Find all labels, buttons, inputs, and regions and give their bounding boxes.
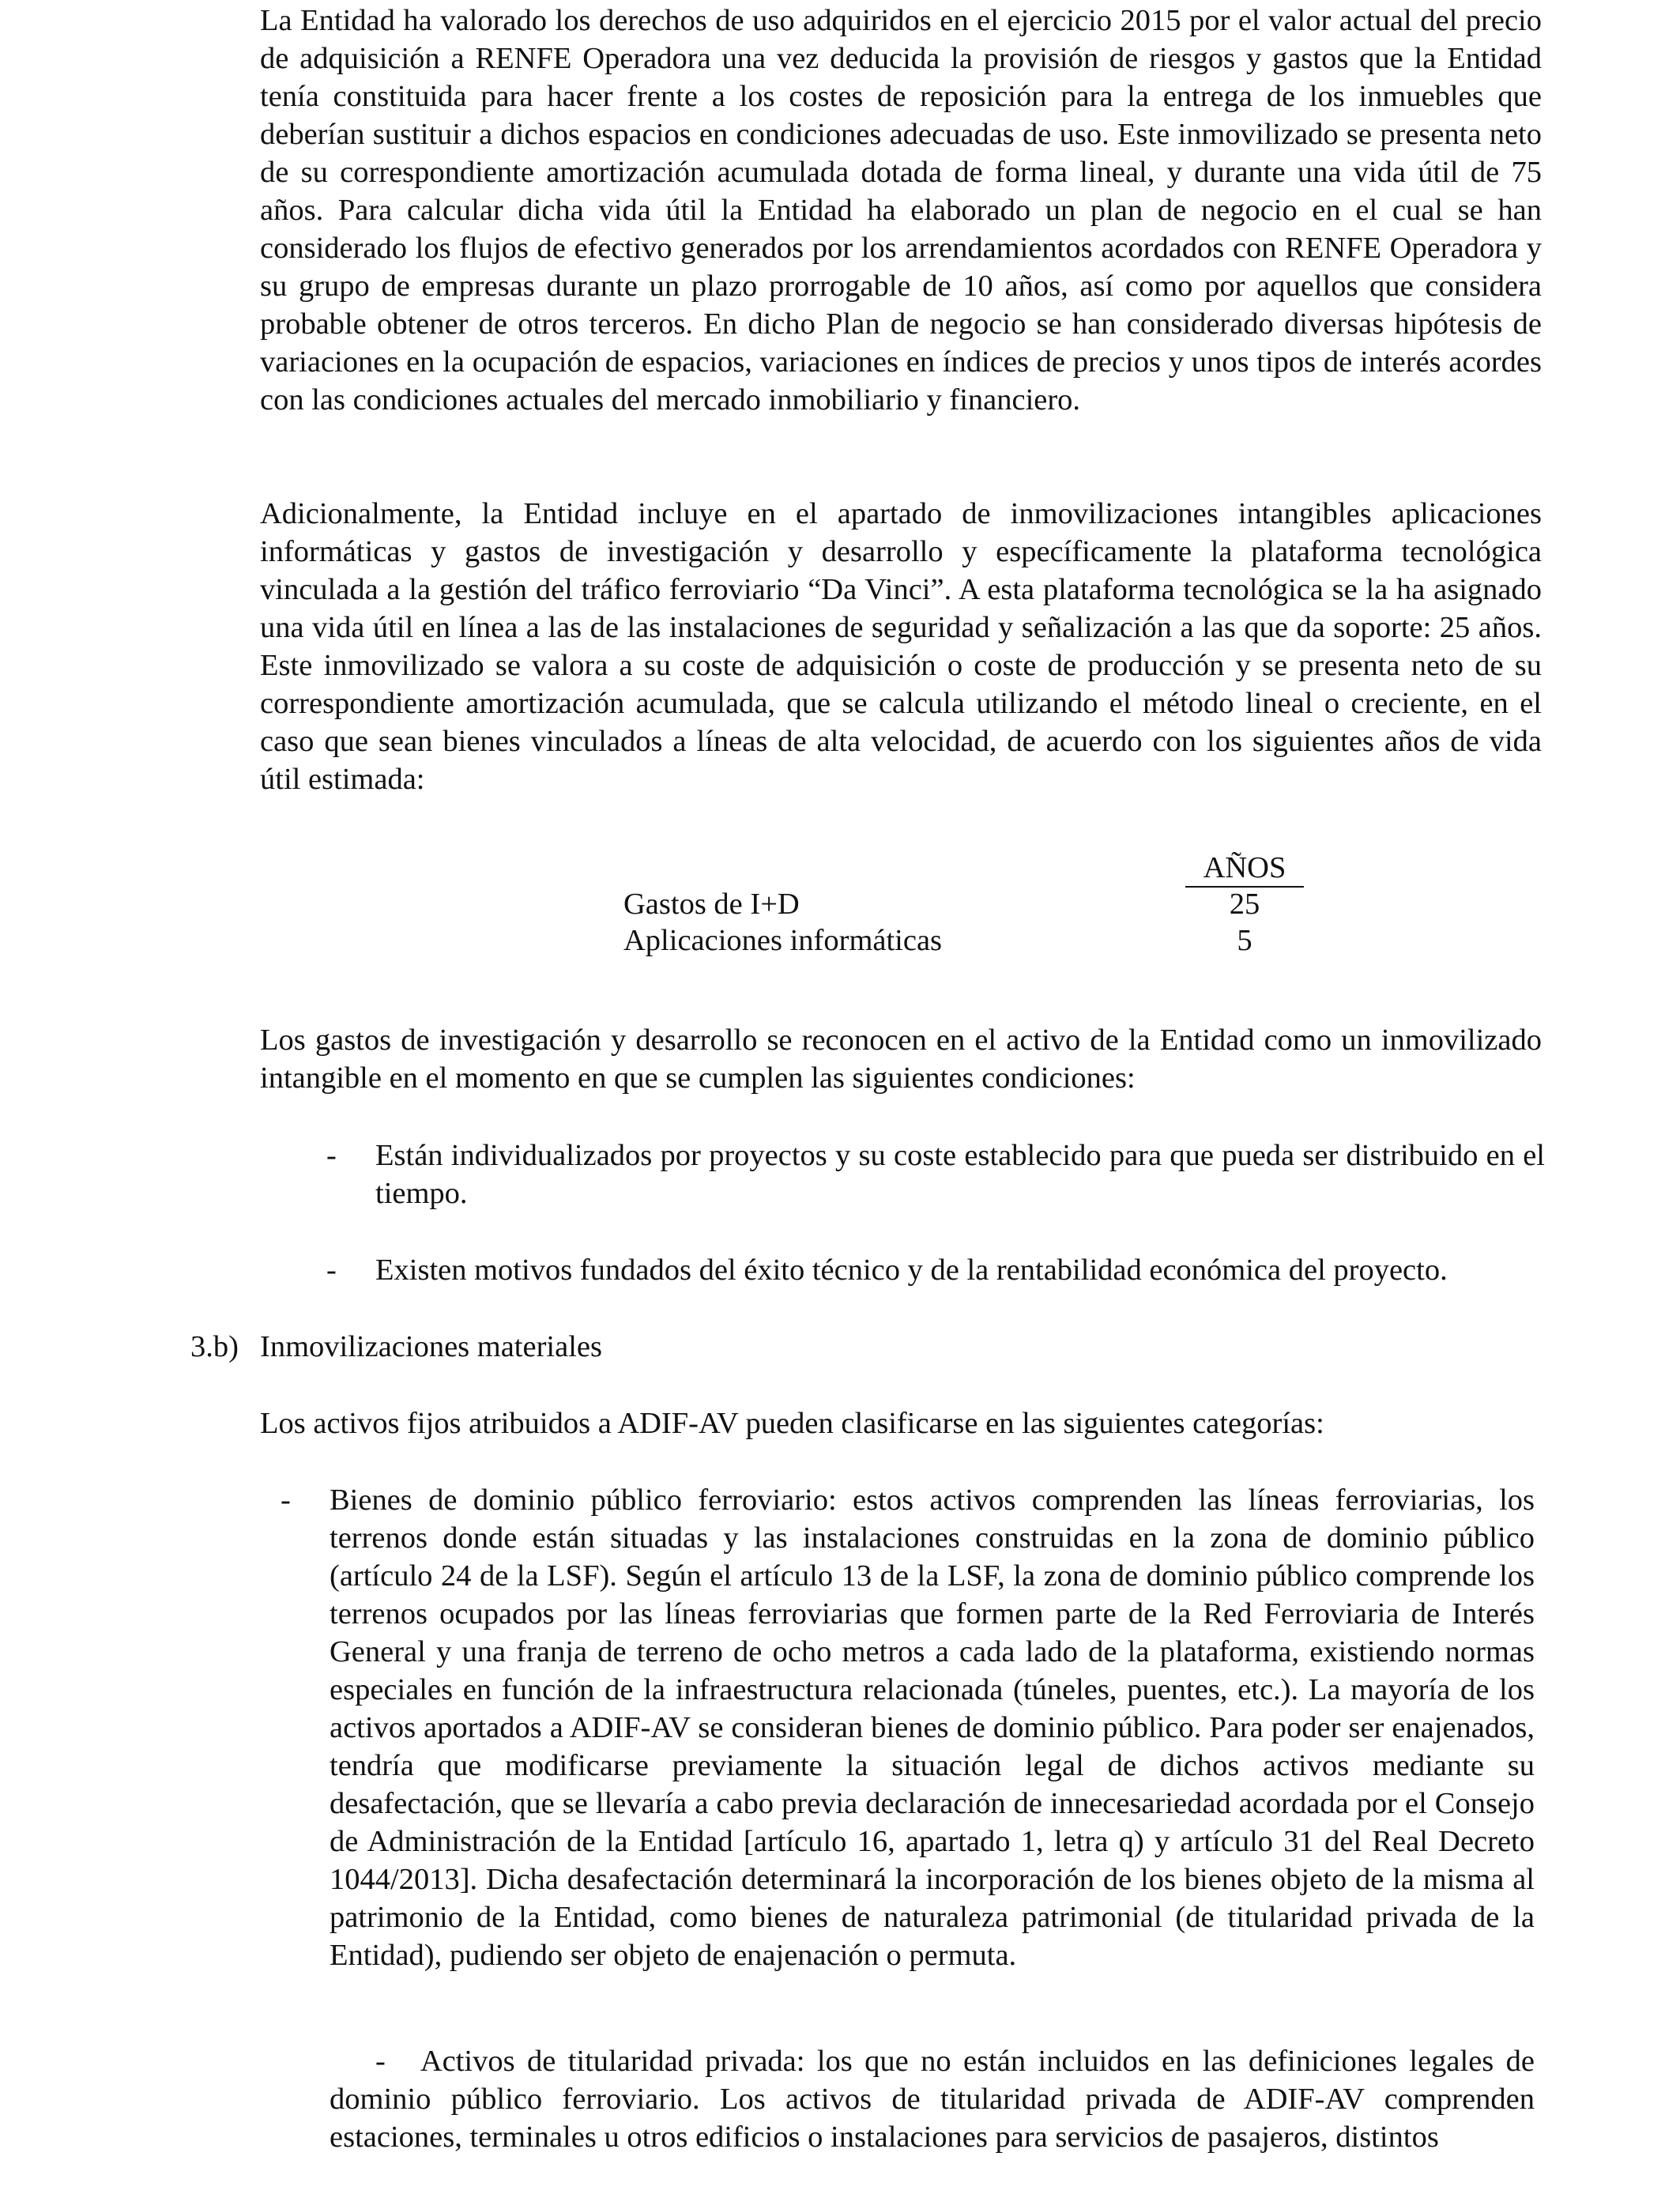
list-item-text: Bienes de dominio público ferroviario: estos activos comprenden las líneas ferroviarias, los terrenos donde están situadas y las instalaciones construidas en la zona de dominio público (artículo 24 de la LSF). Según el artículo 13 de la LSF, la zona de dominio público comprende los terrenos ocupados por las líneas ferroviarias que formen parte de la Red Ferroviaria de Interés General y una franja de terreno de ocho metros a cada lado de la plataforma, existiendo normas especiales en función de la infraestructura relacionada (túneles, puentes, etc.). La mayoría de los activos aportados a ADIF-AV se consideran bienes de dominio público. Para poder ser enajenados, tendría que modificarse previamente la situación legal de dichos activos mediante su desafectación, que se llevaría a cabo previa declaración de innecesariedad acordada por el Consejo de Administración de la Entidad [artículo 16, apartado 1, letra q) y artículo 31 del Real Decreto 1044/2013]. Dicha desafectación determinará la incorporación de los bienes objeto de la misma al patrimonio de la Entidad, como bienes de naturaleza patrimonial (de titularidad privada de la Entidad), pudiendo ser objeto de enajenación o permuta. [330, 1483, 1535, 1972]
list-item-text [330, 2042, 1535, 2156]
dash-bullet: - [326, 1139, 337, 1172]
dash-bullet: - [375, 2045, 386, 2078]
paragraph-gastos-id: Los gastos de investigación y desarrollo se reconocen en el activo de la Entidad como un inmovilizado intangible en el momento en que se cumplen las siguientes condiciones: [260, 1023, 1542, 1095]
list-item-text: Están individualizados por proyectos y su coste establecido para que pueda ser distribuido en el tiempo. [375, 1139, 1545, 1210]
table-row-value: 25 [1229, 888, 1260, 921]
section-number: 3.b) [190, 1330, 239, 1363]
table-row-label: Aplicaciones informáticas [623, 924, 943, 957]
paragraph-derechos-uso: La Entidad ha valorado los derechos de uso adquiridos en el ejercicio 2015 por el valor actual del precio de adquisición a RENFE Operadora una vez deducida la provisión de riesgos y gastos que la Entidad tenía constituida para hacer frente a los costes de reposición para la entrega de los inmuebles que deberían sustituir a dichos espacios en condiciones adecuadas de uso. Este inmovilizado se presenta neto de su correspondiente amortización acumulada dotada de forma lineal, y durante una vida útil de 75 años. Para calcular dicha vida útil la Entidad ha elaborado un plan de negocio en el cual se han considerado los flujos de efectivo generados por los arrendamientos acordados con RENFE Operadora y su grupo de empresas durante un plazo prorrogable de 10 años, así como por aquellos que considera probable obtener de otros terceros. En dicho Plan de negocio se han considerado diversas hipótesis de variaciones en la ocupación de espacios, variaciones en índices de precios y unos tipos de interés acordes con las condiciones actuales del mercado inmobiliario y financiero. [260, 4, 1542, 417]
table-row-label: Gastos de I+D [623, 888, 800, 921]
table-row [623, 922, 1319, 959]
table-header-anos: AÑOS [1185, 850, 1304, 888]
dash-bullet: - [326, 1253, 337, 1287]
table-row-value: 5 [1237, 924, 1252, 957]
table-row [623, 886, 1319, 922]
paragraph-inmovilizaciones-intangibles: Adicionalmente, la Entidad incluye en el apartado de inmovilizaciones intangibles aplicaciones informáticas y gastos de investigación y desarrollo y específicamente la plataforma tecnológica vinculada a la gestión del tráfico ferroviario “Da Vinci”. A esta plataforma tecnológica se la ha asignado una vida útil en línea a las de las instalaciones de seguridad y señalización a las que da soporte: 25 años. Este inmovilizado se valora a su coste de adquisición o coste de producción y se presenta neto de su correspondiente amortización acumulada, que se calcula utilizando el método lineal o creciente, en el caso que sean bienes vinculados a líneas de alta velocidad, de acuerdo con los siguientes años de vida útil estimada: [260, 497, 1542, 796]
list-item-body: Activos de titularidad privada: los que no están incluidos en las definiciones legales de dominio público ferroviario. Los activos de titularidad privada de ADIF-AV comprenden estaciones, terminales u otros edificios o instalaciones para servicios de pasajeros, distintos [330, 2045, 1535, 2154]
dash-bullet: - [281, 1483, 291, 1517]
paragraph-activos-fijos: Los activos fijos atribuidos a ADIF-AV pueden clasificarse en las siguientes categorías: [260, 1407, 1324, 1440]
list-item-text: Existen motivos fundados del éxito técnico y de la rentabilidad económica del proyecto. [375, 1253, 1448, 1287]
section-title: Inmovilizaciones materiales [260, 1330, 602, 1363]
